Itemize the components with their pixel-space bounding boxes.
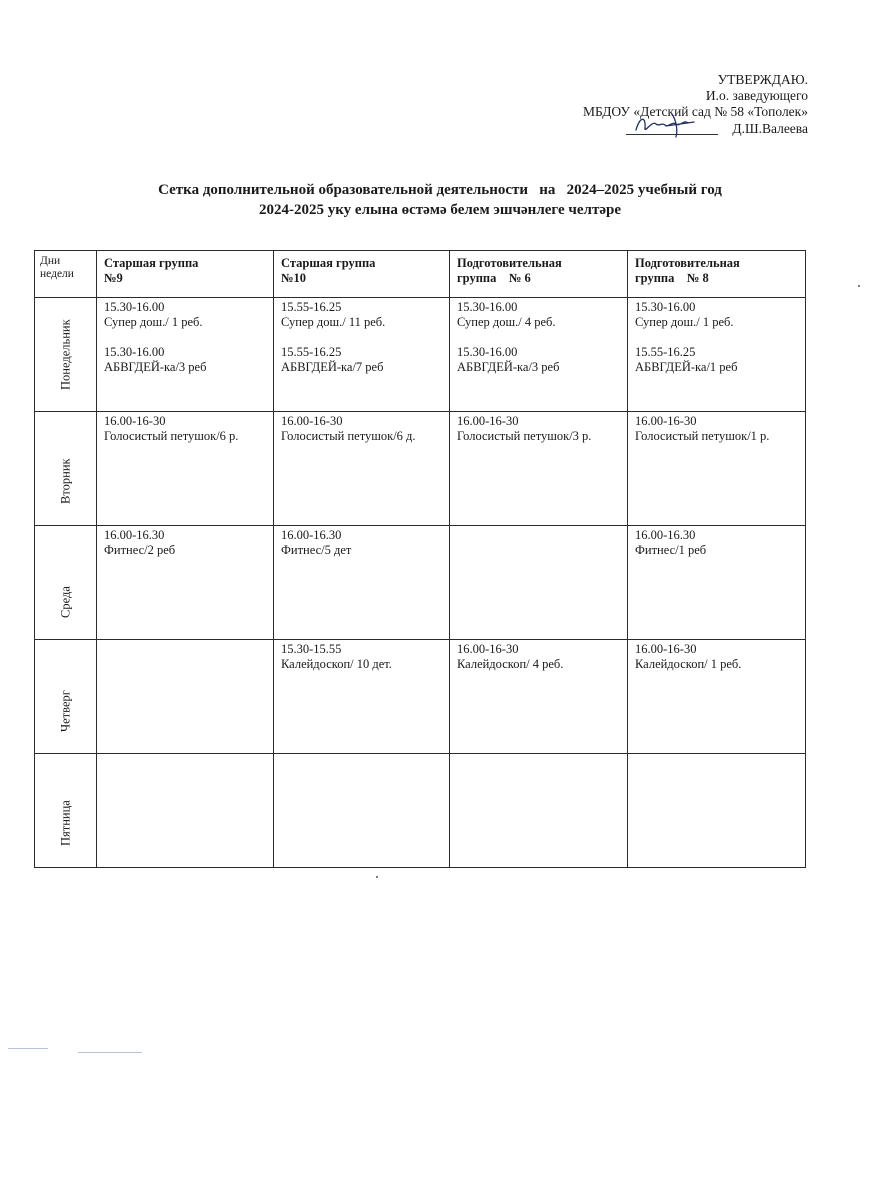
activity-time: 16.00-16.30 [281,528,342,542]
activity-entry [457,414,620,444]
group-header [97,251,274,298]
day-cell [35,412,97,526]
group-header [450,251,628,298]
activity-entry [457,642,620,672]
activity-entry [281,300,442,330]
day-header-line: Дни [40,255,61,267]
title-tatar: 2024-2025 уку елына өстәмә белем эшчәнлеге челтәре [259,202,621,218]
activity-entry [104,300,266,330]
activity-time: 16.00-16-30 [635,414,697,428]
activity-entry [104,528,266,558]
activity-time: 15.30-15.55 [281,642,342,656]
schedule-cell [628,298,806,412]
activity-name: АБВГДЕЙ-ка/3 реб [457,360,560,374]
schedule-cell [274,298,450,412]
group-number: группа № 6 [457,271,531,285]
scan-dot [858,285,860,287]
activity-entry [281,345,442,375]
activity-time: 15.30-16.00 [457,345,518,359]
activity-name: Фитнес/2 реб [104,543,176,557]
activity-time: 15.55-16.25 [281,345,342,359]
activity-entry [281,414,442,444]
day-cell [35,640,97,754]
document-title [40,180,840,220]
day-label: Понедельник [58,319,72,390]
activity-entry [635,414,798,444]
activity-name: Фитнес/5 дет [281,543,352,557]
signer-name: Д.Ш.Валеева [732,121,808,136]
schedule-cell [450,298,628,412]
schedule-cell [274,640,450,754]
activity-time: 16.00-16-30 [457,642,519,656]
schedule-cell [450,412,628,526]
table-row [35,298,806,412]
activity-name: Супер дош./ 4 реб. [457,315,556,329]
day-header-line: недели [40,268,74,280]
activity-entry [281,642,442,672]
activity-name: Голосистый петушок/3 р. [457,429,592,443]
approval-position: И.о. заведующего [705,88,808,103]
activity-time: 15.30-16.00 [635,300,696,314]
schedule-cell [628,640,806,754]
group-number: №9 [104,271,123,285]
activity-name: Калейдоскоп/ 4 реб. [457,657,564,671]
handwritten-signature [632,110,704,138]
activity-entry [635,300,798,330]
day-label: Четверг [58,690,72,732]
activity-name: АБВГДЕЙ-ка/3 реб [104,360,207,374]
activity-time: 16.00-16-30 [281,414,343,428]
title-russian: Сетка дополнительной образовательной деятельности на 2024–2025 учебный год [158,182,722,198]
group-header [628,251,806,298]
activity-time: 15.30-16.00 [457,300,518,314]
activity-time: 16.00-16.30 [104,528,165,542]
day-cell [35,298,97,412]
schedule-cell [628,754,806,868]
schedule-cell [97,298,274,412]
activity-entry [104,345,266,375]
group-name: Старшая группа [104,256,199,270]
activity-entry [457,345,620,375]
activity-time: 15.55-16.25 [635,345,696,359]
activity-name: Голосистый петушок/6 р. [104,429,239,443]
group-number: №10 [281,271,307,285]
day-cell [35,526,97,640]
group-name: Старшая группа [281,256,376,270]
schedule-cell [97,754,274,868]
schedule-cell [97,412,274,526]
schedule-cell [274,526,450,640]
activity-entry [104,414,266,444]
activity-name: Супер дош./ 11 реб. [281,315,386,329]
activity-name: АБВГДЕЙ-ка/7 реб [281,360,384,374]
table-header-row [35,251,806,298]
table-row [35,640,806,754]
day-label: Вторник [58,458,72,504]
schedule-cell [450,526,628,640]
activity-name: Фитнес/1 реб [635,543,707,557]
activity-name: Голосистый петушок/6 д. [281,429,416,443]
scan-smudge [8,1048,48,1049]
table-row [35,526,806,640]
activity-time: 16.00-16.30 [635,528,696,542]
group-name: Подготовительная [635,256,740,270]
table-body [35,298,806,868]
approval-heading: УТВЕРЖДАЮ. [717,72,808,87]
schedule-cell [97,640,274,754]
activity-entry [457,300,620,330]
activity-time: 16.00-16-30 [635,642,697,656]
activity-entry [281,528,442,558]
activity-entry [635,528,798,558]
schedule-cell [628,412,806,526]
schedule-cell [450,640,628,754]
scan-dot [376,876,378,878]
signature-row [508,120,808,138]
schedule-table [34,250,806,868]
day-cell [35,754,97,868]
schedule-cell [274,754,450,868]
activity-time: 15.30-16.00 [104,300,165,314]
activity-entry [635,345,798,375]
activity-time: 15.55-16.25 [281,300,342,314]
day-column-header [35,251,97,298]
activity-time: 15.30-16.00 [104,345,165,359]
table-row [35,412,806,526]
activity-name: Супер дош./ 1 реб. [635,315,734,329]
activity-name: Голосистый петушок/1 р. [635,429,770,443]
table-row [35,754,806,868]
schedule-cell [628,526,806,640]
activity-time: 16.00-16-30 [457,414,519,428]
approval-organization: МБДОУ «Детский сад № 58 «Тополек» [582,104,808,119]
schedule-cell [450,754,628,868]
activity-name: Супер дош./ 1 реб. [104,315,203,329]
activity-name: Калейдоскоп/ 1 реб. [635,657,742,671]
scan-smudge [78,1052,142,1053]
day-label: Пятница [58,800,72,846]
group-header [274,251,450,298]
group-name: Подготовительная [457,256,562,270]
approval-block [508,72,808,138]
group-number: группа № 8 [635,271,709,285]
activity-name: АБВГДЕЙ-ка/1 реб [635,360,738,374]
day-label: Среда [58,586,72,618]
activity-name: Калейдоскоп/ 10 дет. [281,657,392,671]
schedule-cell [274,412,450,526]
activity-time: 16.00-16-30 [104,414,166,428]
schedule-cell [97,526,274,640]
activity-entry [635,642,798,672]
